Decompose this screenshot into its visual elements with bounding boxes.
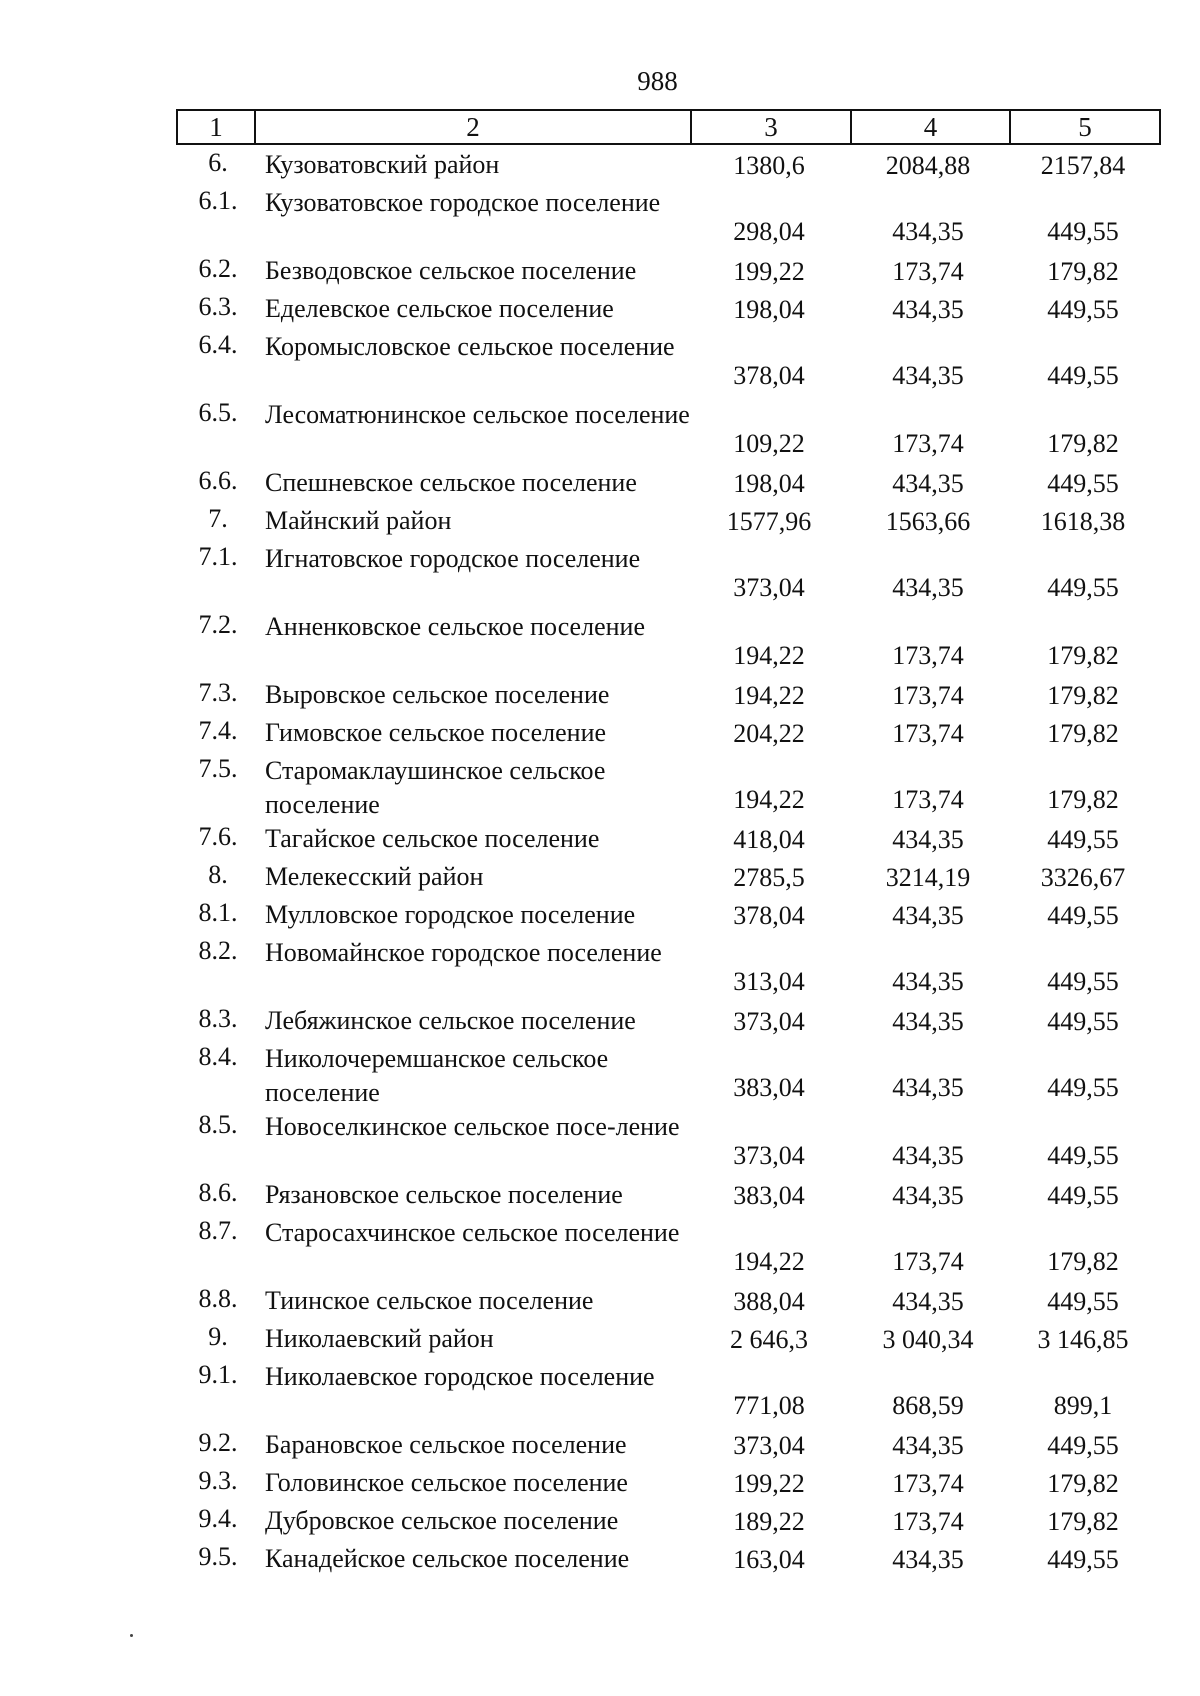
table-row <box>0 857 1200 895</box>
row-name: Лебяжинское сельское поселение <box>265 1006 636 1035</box>
table-row <box>0 1001 1200 1039</box>
row-value-col5: 449,55 <box>1047 573 1119 602</box>
row-value-col3: 198,04 <box>733 469 805 498</box>
row-name: Еделевское сельское поселение <box>265 294 614 323</box>
row-value-col5: 449,55 <box>1047 295 1119 324</box>
row-name: Майнский район <box>265 506 452 535</box>
row-name: Безводовское сельское поселение <box>265 256 637 285</box>
row-name: Спешневское сельское поселение <box>265 468 637 497</box>
row-name: Николаевское городское поселение <box>265 1362 655 1391</box>
header-col-3: 3 <box>692 111 852 143</box>
row-value-col4: 434,35 <box>892 1545 964 1574</box>
table-row <box>0 1425 1200 1463</box>
row-name: Выровское сельское поселение <box>265 680 610 709</box>
table-row <box>0 713 1200 751</box>
row-value-col4: 434,35 <box>892 469 964 498</box>
row-name: Коромысловское сельское поселение <box>265 332 675 361</box>
row-number: 7.5. <box>198 754 238 783</box>
row-value-col4: 2084,88 <box>885 151 971 180</box>
row-value-col5: 3 146,85 <box>1037 1325 1129 1354</box>
row-value-col3: 194,22 <box>733 785 805 814</box>
row-value-col3: 313,04 <box>733 967 805 996</box>
row-name: Игнатовское городское поселение <box>265 544 641 573</box>
row-value-col3: 194,22 <box>733 1247 805 1276</box>
row-value-col3: 388,04 <box>733 1287 805 1316</box>
row-value-col4: 173,74 <box>892 257 964 286</box>
table-row <box>0 1463 1200 1501</box>
row-value-col5: 179,82 <box>1047 681 1119 710</box>
row-value-col4: 434,35 <box>892 295 964 324</box>
row-name: Барановское сельское поселение <box>265 1430 627 1459</box>
row-value-col3: 194,22 <box>733 641 805 670</box>
row-value-col3: 163,04 <box>733 1545 805 1574</box>
row-name: Анненковское сельское поселение <box>265 612 645 641</box>
row-value-col4: 173,74 <box>892 1507 964 1536</box>
row-number: 6.1. <box>198 186 238 215</box>
row-value-col4: 3 040,34 <box>882 1325 974 1354</box>
row-number: 7.4. <box>198 716 238 745</box>
row-number: 6.5. <box>198 398 238 427</box>
row-value-col5: 179,82 <box>1047 429 1119 458</box>
row-value-col3: 2 646,3 <box>730 1325 808 1354</box>
row-value-col4: 173,74 <box>892 785 964 814</box>
row-value-col3: 199,22 <box>733 1469 805 1498</box>
row-value-col3: 194,22 <box>733 681 805 710</box>
row-value-col5: 179,82 <box>1047 1469 1119 1498</box>
table-row <box>0 1319 1200 1357</box>
row-name: Старосахчинское сельское поселение <box>265 1218 680 1247</box>
table-row <box>0 251 1200 289</box>
row-name: Мулловское городское поселение <box>265 900 636 929</box>
row-value-col4: 434,35 <box>892 361 964 390</box>
row-value-col3: 373,04 <box>733 1007 805 1036</box>
row-value-col3: 373,04 <box>733 573 805 602</box>
row-value-col5: 449,55 <box>1047 1181 1119 1210</box>
table-row <box>0 463 1200 501</box>
row-value-col4: 434,35 <box>892 1007 964 1036</box>
row-value-col3: 204,22 <box>733 719 805 748</box>
table-row <box>0 539 1200 607</box>
row-name: Новомайнское городское поселение <box>265 938 662 967</box>
row-value-col5: 179,82 <box>1047 785 1119 814</box>
row-number: 8.3. <box>198 1004 238 1033</box>
row-value-col3: 771,08 <box>733 1391 805 1420</box>
row-name: Новоселкинское сельское посе-ление <box>265 1112 680 1141</box>
row-name: Головинское сельское поселение <box>265 1468 628 1497</box>
table-row <box>0 1539 1200 1577</box>
row-name: Дубровское сельское поселение <box>265 1506 619 1535</box>
header-col-4: 4 <box>852 111 1011 143</box>
row-number: 9.5. <box>198 1542 238 1571</box>
row-value-col3: 1577,96 <box>726 507 812 536</box>
table-row <box>0 289 1200 327</box>
row-value-col5: 449,55 <box>1047 1007 1119 1036</box>
row-value-col4: 434,35 <box>892 1431 964 1460</box>
row-number: 9.2. <box>198 1428 238 1457</box>
row-value-col4: 868,59 <box>892 1391 964 1420</box>
table-row <box>0 1281 1200 1319</box>
row-name: Старомаклаушинское сельское поселение <box>265 756 606 819</box>
row-value-col4: 434,35 <box>892 1141 964 1170</box>
row-value-col4: 3214,19 <box>885 863 971 892</box>
table-row <box>0 895 1200 933</box>
table-header-row <box>176 109 1161 145</box>
row-value-col5: 179,82 <box>1047 641 1119 670</box>
row-value-col5: 179,82 <box>1047 1507 1119 1536</box>
row-value-col4: 173,74 <box>892 641 964 670</box>
row-value-col5: 3326,67 <box>1040 863 1126 892</box>
header-col-1: 1 <box>178 111 256 143</box>
row-value-col3: 418,04 <box>733 825 805 854</box>
row-value-col3: 378,04 <box>733 901 805 930</box>
row-name: Тиинское сельское поселение <box>265 1286 594 1315</box>
table-row <box>0 675 1200 713</box>
row-number: 8.7. <box>198 1216 238 1245</box>
row-number: 6.4. <box>198 330 238 359</box>
row-value-col4: 173,74 <box>892 719 964 748</box>
row-value-col5: 179,82 <box>1047 257 1119 286</box>
row-number: 8.6. <box>198 1178 238 1207</box>
row-name: Николаевский район <box>265 1324 494 1353</box>
row-number: 7. <box>208 504 228 533</box>
row-value-col4: 434,35 <box>892 1181 964 1210</box>
row-value-col3: 373,04 <box>733 1141 805 1170</box>
table-row <box>0 607 1200 675</box>
row-value-col4: 434,35 <box>892 1287 964 1316</box>
row-number: 9.3. <box>198 1466 238 1495</box>
row-value-col4: 173,74 <box>892 1469 964 1498</box>
table-row <box>0 1107 1200 1175</box>
table-row <box>0 933 1200 1001</box>
row-value-col3: 378,04 <box>733 361 805 390</box>
row-value-col5: 449,55 <box>1047 1545 1119 1574</box>
row-number: 6.3. <box>198 292 238 321</box>
row-value-col3: 383,04 <box>733 1181 805 1210</box>
page-number: 988 <box>637 66 678 96</box>
header-col-5: 5 <box>1078 112 1092 142</box>
row-number: 8.2. <box>198 936 238 965</box>
row-number: 8.1. <box>198 898 238 927</box>
table-row <box>0 327 1200 395</box>
row-name: Кузоватовское городское поселение <box>265 188 661 217</box>
row-value-col5: 449,55 <box>1047 825 1119 854</box>
row-name: Рязановское сельское поселение <box>265 1180 623 1209</box>
row-number: 6.2. <box>198 254 238 283</box>
row-value-col4: 1563,66 <box>885 507 971 536</box>
row-number: 8.8. <box>198 1284 238 1313</box>
table-row <box>0 1357 1200 1425</box>
row-value-col3: 109,22 <box>733 429 805 458</box>
row-number: 7.2. <box>198 610 238 639</box>
row-value-col4: 173,74 <box>892 1247 964 1276</box>
row-value-col5: 449,55 <box>1047 901 1119 930</box>
row-value-col3: 2785,5 <box>733 863 805 892</box>
row-value-col5: 899,1 <box>1053 1391 1113 1420</box>
row-value-col5: 449,55 <box>1047 1073 1119 1102</box>
table-row <box>0 501 1200 539</box>
row-value-col5: 1618,38 <box>1040 507 1126 536</box>
table-row <box>0 751 1200 819</box>
row-value-col3: 199,22 <box>733 257 805 286</box>
table-row <box>0 395 1200 463</box>
row-number: 7.1. <box>198 542 238 571</box>
row-value-col5: 449,55 <box>1047 1141 1119 1170</box>
row-number: 7.3. <box>198 678 238 707</box>
row-name: Николочеремшанское сельское поселение <box>265 1044 609 1107</box>
table-row <box>0 1039 1200 1107</box>
row-number: 6. <box>208 148 228 177</box>
stray-mark <box>130 1634 133 1637</box>
row-value-col4: 434,35 <box>892 217 964 246</box>
header-col-2: 2 <box>256 111 692 143</box>
row-name: Мелекесский район <box>265 862 484 891</box>
table-row <box>0 183 1200 251</box>
row-value-col4: 434,35 <box>892 901 964 930</box>
row-number: 7.6. <box>198 822 238 851</box>
row-value-col3: 189,22 <box>733 1507 805 1536</box>
row-value-col4: 434,35 <box>892 1073 964 1102</box>
table-body <box>0 145 1200 1577</box>
table-row <box>0 1175 1200 1213</box>
row-number: 9.4. <box>198 1504 238 1533</box>
row-number: 8.5. <box>198 1110 238 1139</box>
row-value-col5: 179,82 <box>1047 1247 1119 1276</box>
row-value-col3: 383,04 <box>733 1073 805 1102</box>
row-name: Гимовское сельское поселение <box>265 718 607 747</box>
row-value-col5: 449,55 <box>1047 1431 1119 1460</box>
row-number: 9. <box>208 1322 228 1351</box>
table-row <box>0 145 1200 183</box>
row-value-col4: 173,74 <box>892 681 964 710</box>
row-value-col4: 173,74 <box>892 429 964 458</box>
row-value-col3: 373,04 <box>733 1431 805 1460</box>
table-row <box>0 819 1200 857</box>
row-value-col5: 449,55 <box>1047 1287 1119 1316</box>
row-value-col5: 2157,84 <box>1040 151 1126 180</box>
row-value-col5: 179,82 <box>1047 719 1119 748</box>
row-value-col5: 449,55 <box>1047 469 1119 498</box>
row-number: 9.1. <box>198 1360 238 1389</box>
row-value-col3: 298,04 <box>733 217 805 246</box>
row-number: 6.6. <box>198 466 238 495</box>
row-number: 8.4. <box>198 1042 238 1071</box>
row-name: Канадейское сельское поселение <box>265 1544 630 1573</box>
row-value-col5: 449,55 <box>1047 967 1119 996</box>
row-name: Тагайское сельское поселение <box>265 824 600 853</box>
row-value-col3: 1380,6 <box>733 151 805 180</box>
row-value-col4: 434,35 <box>892 825 964 854</box>
row-number: 8. <box>208 860 228 889</box>
row-value-col4: 434,35 <box>892 967 964 996</box>
row-value-col5: 449,55 <box>1047 361 1119 390</box>
row-value-col5: 449,55 <box>1047 217 1119 246</box>
row-name: Кузоватовский район <box>265 150 500 179</box>
table-row <box>0 1501 1200 1539</box>
table-row <box>0 1213 1200 1281</box>
row-value-col4: 434,35 <box>892 573 964 602</box>
row-value-col3: 198,04 <box>733 295 805 324</box>
row-name: Лесоматюнинское сельское поселение <box>265 400 690 429</box>
